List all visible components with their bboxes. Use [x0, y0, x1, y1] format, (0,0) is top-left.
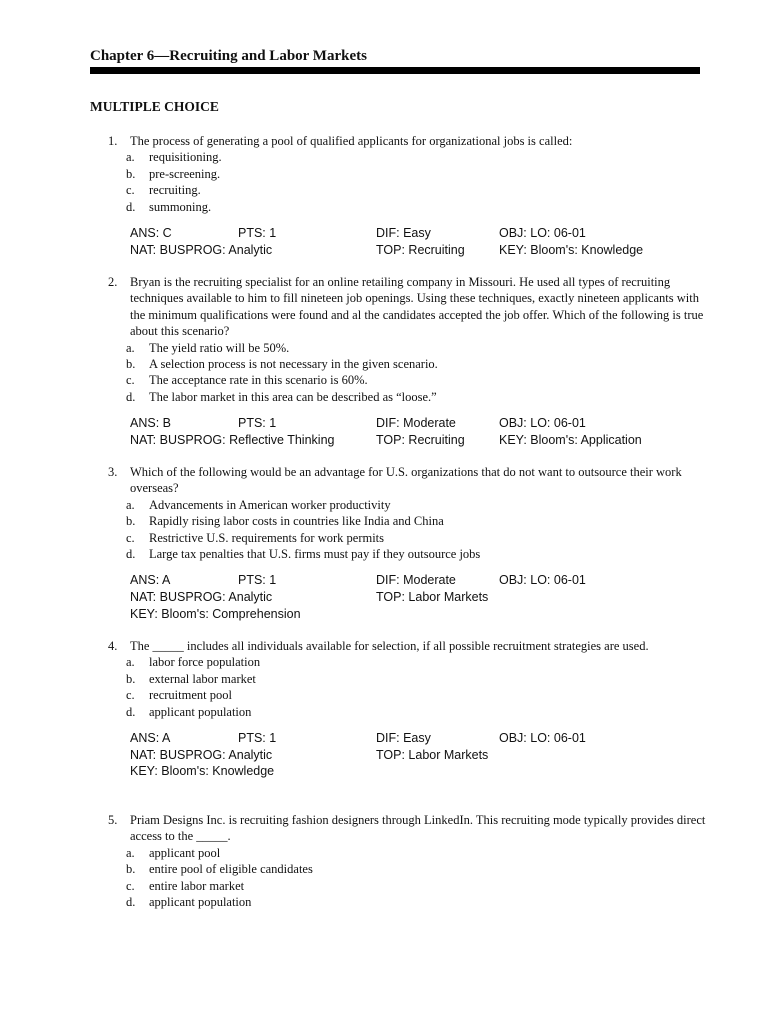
question-5 [108, 812, 708, 910]
option-d: d. applicant population [126, 895, 252, 910]
answer: ANS: A [130, 731, 171, 746]
objective: OBJ: LO: 06-01 [499, 416, 586, 431]
nat: NAT: BUSPROG: Analytic [130, 747, 273, 762]
nat: NAT: BUSPROG: Analytic [130, 590, 273, 605]
answer-metadata [130, 730, 708, 780]
question-number: 1. [108, 134, 118, 148]
answer-metadata [130, 572, 708, 622]
points: PTS: 1 [238, 226, 277, 241]
objective: OBJ: LO: 06-01 [499, 573, 586, 588]
option-list [108, 149, 708, 215]
points: PTS: 1 [238, 416, 277, 431]
answer-metadata [130, 225, 708, 258]
points: PTS: 1 [238, 731, 277, 746]
option-c: c. recruiting. [126, 183, 201, 198]
option-b: b. entire pool of eligible candidates [126, 862, 313, 877]
question-number: 4. [108, 639, 118, 653]
answer-metadata [130, 415, 708, 448]
question-2 [108, 274, 708, 448]
question-4 [108, 638, 708, 780]
option-list [108, 654, 708, 720]
option-d: d. applicant population [126, 704, 252, 719]
question-3 [108, 464, 708, 622]
difficulty: DIF: Moderate [376, 416, 456, 431]
key: KEY: Bloom's: Application [499, 432, 642, 447]
option-list [108, 497, 708, 563]
option-d: d. summoning. [126, 199, 212, 214]
option-a: a. labor force population [126, 655, 261, 670]
key: KEY: Bloom's: Comprehension [130, 606, 301, 621]
topic: TOP: Labor Markets [376, 747, 489, 762]
objective: OBJ: LO: 06-01 [499, 226, 586, 241]
question-text: The _____ includes all individuals available for selection, if all possible recruitment strategies are used. [130, 639, 649, 653]
question-text: Which of the following would be an advantage for U.S. organizations that do not want to outsource their work overseas? [130, 465, 682, 496]
objective: OBJ: LO: 06-01 [499, 731, 586, 746]
nat: NAT: BUSPROG: Analytic [130, 242, 273, 257]
chapter-title: Chapter 6—Recruiting and Labor Markets [90, 48, 367, 64]
option-a: a. Advancements in American worker productivity [126, 497, 391, 512]
option-a: a. applicant pool [126, 845, 221, 860]
answer: ANS: B [130, 416, 171, 431]
question-text: Priam Designs Inc. is recruiting fashion designers through LinkedIn. This recruiting mode typically provides direct access to the _____. [130, 813, 706, 844]
option-b: b. A selection process is not necessary in the given scenario. [126, 357, 438, 372]
option-b: b. pre-screening. [126, 166, 221, 181]
section-title: MULTIPLE CHOICE [90, 99, 219, 114]
question-text: The process of generating a pool of qualified applicants for organizational jobs is called: [130, 134, 573, 148]
topic: TOP: Recruiting [376, 432, 465, 447]
topic: TOP: Recruiting [376, 242, 465, 257]
question-1 [108, 133, 708, 258]
option-d: d. Large tax penalties that U.S. firms must pay if they outsource jobs [126, 547, 481, 562]
difficulty: DIF: Moderate [376, 573, 456, 588]
question-number: 2. [108, 275, 118, 289]
option-list [108, 340, 708, 406]
difficulty: DIF: Easy [376, 731, 431, 746]
nat: NAT: BUSPROG: Reflective Thinking [130, 432, 335, 447]
key: KEY: Bloom's: Knowledge [499, 242, 644, 257]
answer: ANS: A [130, 573, 171, 588]
option-a: a. The yield ratio will be 50%. [126, 340, 290, 355]
option-c: c. The acceptance rate in this scenario is 60%. [126, 373, 368, 388]
topic: TOP: Labor Markets [376, 590, 489, 605]
option-c: c. entire labor market [126, 878, 245, 893]
question-number: 5. [108, 813, 118, 827]
option-a: a. requisitioning. [126, 150, 222, 165]
points: PTS: 1 [238, 573, 277, 588]
difficulty: DIF: Easy [376, 226, 431, 241]
option-b: b. external labor market [126, 671, 256, 686]
question-text: Bryan is the recruiting specialist for an online retailing company in Missouri. He used all types of recruiting techniques available to him to fill nineteen job openings. Using these techniques, exactly nineteen applicants with the minimum qualifications were found and al the candidates accepted the job offer. Which of the following is true about this scenario? [130, 275, 704, 339]
key: KEY: Bloom's: Knowledge [130, 764, 275, 779]
option-d: d. The labor market in this area can be described as “loose.” [126, 389, 437, 404]
option-c: c. Restrictive U.S. requirements for work permits [126, 530, 385, 545]
option-list [108, 845, 708, 911]
answer: ANS: C [130, 226, 172, 241]
header-rule [90, 67, 700, 74]
option-c: c. recruitment pool [126, 688, 232, 703]
question-number: 3. [108, 465, 118, 479]
option-b: b. Rapidly rising labor costs in countries like India and China [126, 514, 444, 529]
